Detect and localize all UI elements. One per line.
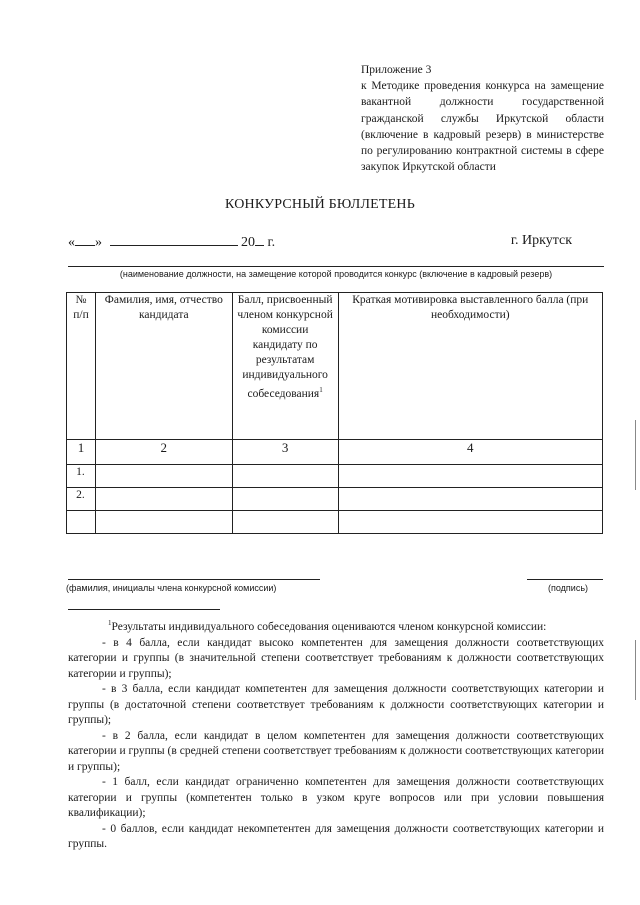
row-number (67, 511, 96, 534)
position-line (68, 266, 604, 267)
column-number-row (67, 440, 603, 465)
header-candidate-name: Фамилия, имя, отчество кандидата (95, 293, 232, 440)
footnote-item-4: - в 4 балла, если кандидат высоко компетентен для замещения должности соответствующих категории и группы (в значительной степени соответствует требованиям к должности соответствующих категории и группы); (68, 636, 604, 680)
ballot-table (66, 292, 603, 534)
motivation-cell[interactable] (338, 488, 602, 511)
appendix-reference: к Методике проведения конкурса на замещение вакантной должности государственной гражданской службы Иркутской области (включение в кадровый резерв) в министерстве по регулированию контрактной системы в сфере закупок Иркутской области (361, 80, 604, 174)
footnote-item-0: - 0 баллов, если кандидат некомпетентен для замещения должности соответствующих категории и группы. (68, 822, 604, 850)
year-prefix: 20 (241, 235, 255, 250)
date-line (68, 233, 604, 251)
motivation-cell[interactable] (338, 465, 602, 488)
signature-line (527, 579, 603, 580)
scan-edge-mark (635, 640, 636, 700)
row-number: 2. (67, 488, 96, 511)
candidate-cell[interactable] (95, 511, 232, 534)
table-header-row (67, 293, 603, 440)
footnote-item-1: - 1 балл, если кандидат ограниченно компетентен для замещения должности соответствующих категории и группы (компетентен только в узком круге вопросов или при условии повышения квалификации); (68, 776, 604, 819)
position-caption: (наименование должности, на замещение которой проводится конкурс (включение в кадровый резерв) (119, 269, 553, 279)
appendix-block (361, 62, 604, 175)
candidate-cell[interactable] (95, 488, 232, 511)
member-name-line (68, 579, 320, 580)
year-suffix: г. (267, 235, 276, 250)
footnote-item-2: - в 2 балла, если кандидат в целом компетентен для замещения должности соответствующих категории и группы (в средней степени соответствует требованиям к должности соответствующих категории и группы); (68, 729, 604, 773)
candidate-cell[interactable] (95, 465, 232, 488)
header-number: № п/п (67, 293, 96, 440)
footnote-separator (68, 609, 220, 610)
signature-caption: (подпись) (548, 583, 589, 593)
day-blank (75, 233, 95, 246)
score-cell[interactable] (232, 465, 338, 488)
open-quote: « (68, 235, 75, 250)
appendix-number: Приложение 3 (361, 64, 432, 76)
footnote-mark: 1 (108, 619, 112, 627)
column-number: 4 (338, 440, 602, 465)
header-score: Балл, присвоенный членом конкурсной комиссии кандидату по результатам индивидуального собеседования$^1$ (232, 293, 338, 440)
score-cell[interactable] (232, 511, 338, 534)
column-number: 1 (67, 440, 96, 465)
scan-edge-mark (635, 420, 636, 490)
table-row (67, 488, 603, 511)
score-cell[interactable] (232, 488, 338, 511)
footnote-item-3: - в 3 балла, если кандидат компетентен для замещения должности соответствующих категории и группы (в достаточной степени соответствует требованиям к должности соответствующих категории и группы); (68, 683, 604, 726)
footnote-block (68, 616, 604, 853)
footnote-ref: 1 (319, 386, 323, 394)
header-motivation: Краткая мотивировка выставленного балла (при необходимости) (338, 293, 602, 440)
footnote-intro: $^1$Результаты индивидуального собеседования оцениваются членом конкурсной комиссии: (108, 619, 547, 633)
column-number: 2 (95, 440, 232, 465)
row-number: 1. (67, 465, 96, 488)
column-number: 3 (232, 440, 338, 465)
city-label: г. Иркутск (510, 233, 572, 248)
document-title: КОНКУРСНЫЙ БЮЛЛЕТЕНЬ (225, 197, 415, 212)
table-row (67, 465, 603, 488)
month-blank (110, 233, 238, 246)
close-quote: » (95, 235, 102, 250)
member-name-caption: (фамилия, инициалы члена конкурсной комиссии) (66, 583, 277, 593)
motivation-cell[interactable] (338, 511, 602, 534)
year-blank (255, 233, 264, 246)
table-row (67, 511, 603, 534)
